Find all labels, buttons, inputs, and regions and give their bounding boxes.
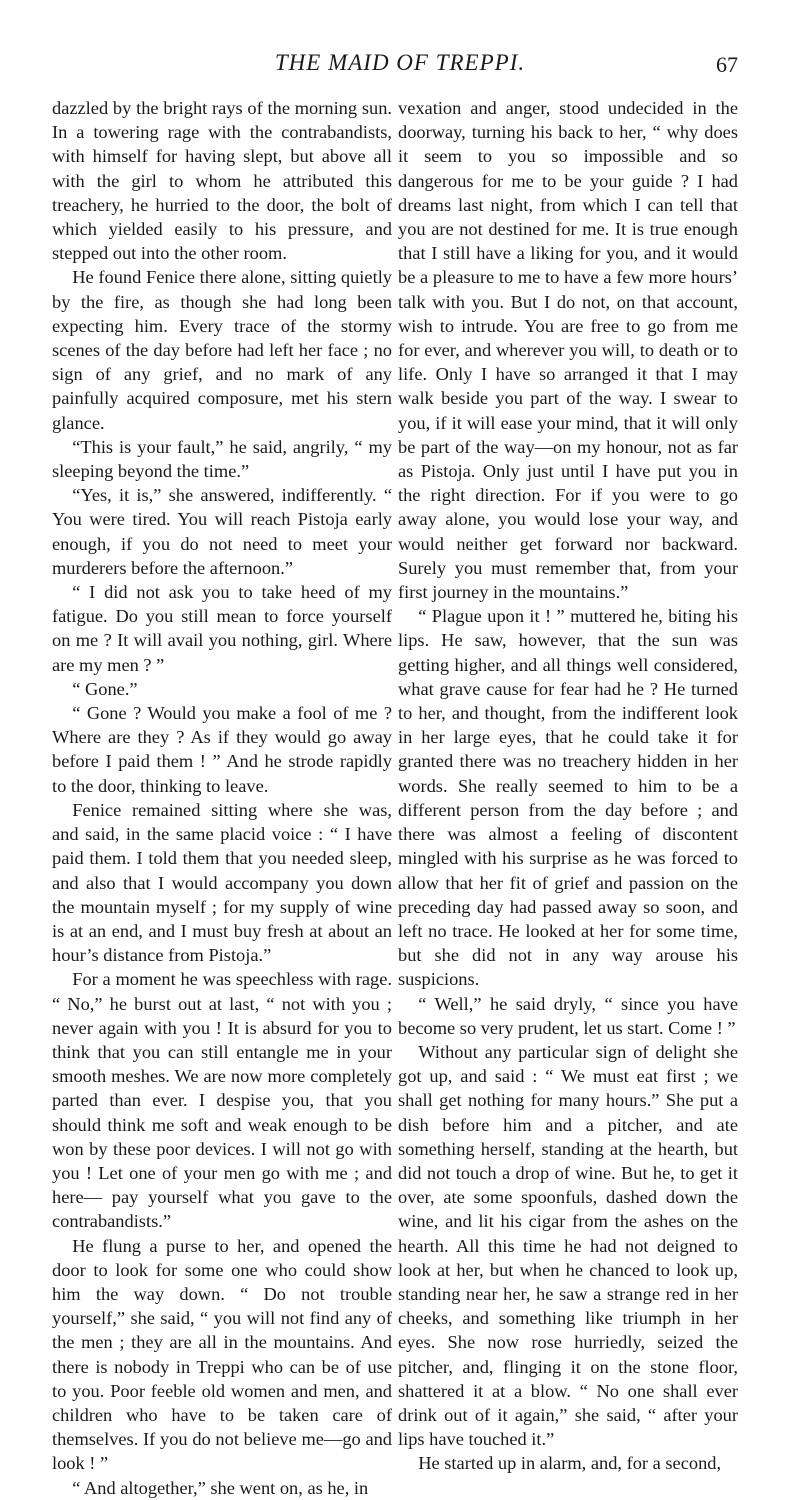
paragraph: “ Gone.”: [72, 678, 138, 699]
paragraph: He found Fenice there alone, sitting quietly by the fire, as though she had long been expecting him. Every trace of the stormy scenes of the day before had left her face ; no sign of any grief, and no mark of any painfully acquired composure, met his stern glance.: [52, 267, 392, 433]
left-column: [52, 96, 392, 1500]
page-header: [0, 50, 800, 90]
paragraph: Without any particular sign of delight she got up, and said : “ We must eat first ; we shall get nothing for many hours.” She put a dish before him and a pitcher, and ate something herself, standing at the hearth, but did not touch a drop of wine. But he, to get it over, ate some spoonfuls, dashed down the wine, and lit his cigar from the ashes on the hearth. All this time he had not deigned to look at her, but when he chanced to look up, standing near her, he saw a strange red in her cheeks, and something like triumph in her eyes. She now rose hurriedly, seized the pitcher, and, flinging it on the stone floor, shattered it at a blow. “ No one shall ever drink out of it again,” she said, “ after your lips have touched it.”: [398, 1041, 738, 1450]
paragraph: “This is your fault,” he said, angrily, “ my sleeping beyond the time.”: [52, 436, 392, 482]
paragraph: He started up in alarm, and, for a second,: [418, 1453, 722, 1474]
page-number: 67: [716, 52, 738, 77]
running-title: THE MAID OF TREPPI.: [274, 50, 526, 75]
paragraph: “ Gone ? Would you make a fool of me ? Where are they ? As if they would go away before I paid them ! ” And he strode rapidly to the door, thinking to leave.: [52, 703, 392, 796]
paragraph: “ And altogether,” she went on, as he, in: [72, 1477, 369, 1498]
paragraph: “Yes, it is,” she answered, indifferently. “ You were tired. You will reach Pistoja early enough, if you do not need to meet your murderers before the afternoon.”: [52, 485, 392, 578]
paragraph: He flung a purse to her, and opened the door to look for some one who could show him the way down. “ Do not trouble yourself,” she said, “ you will not find any of the men ; they are all in the mountains. And there is nobody in Treppi who can be of use to you. Poor feeble old women and men, and children who have to be taken care of themselves. If you do not believe me—go and look ! ”: [52, 1235, 392, 1474]
paragraph: “ Plague upon it ! ” muttered he, biting his lips. He saw, however, that the sun was getting higher, and all things well considered, what grave cause for fear had he ? He turned to her, and thought, from the indifferent look in her large eyes, that he could take it for granted there was no treachery hidden in her words. She really seemed to him to be a different person from the day before ; and there was almost a feeling of discontent mingled with his surprise as he was forced to allow that her fit of grief and passion on the preceding day had passed away so soon, and left no trace. He looked at her for some time, but she did not in any way arouse his suspicions.: [398, 606, 738, 990]
paragraph: dazzled by the bright rays of the morning sun. In a towering rage with the contrabandists, with himself for having slept, but above all with the girl to whom he attributed this treachery, he hurried to the door, the bolt of which yielded easily to his pressure, and stepped out into the other room.: [52, 98, 392, 264]
paragraph: vexation and anger, stood undecided in the doorway, turning his back to her, “ why does it seem to you so impossible and so dangerous for me to be your guide ? I had dreams last night, from which I can tell that you are not destined for me. It is true enough that I still have a liking for you, and it would be a pleasure to me to have a few more hours’ talk with you. But I do not, on that account, wish to intrude. You are free to go from me for ever, and wherever you will, to death or to life. Only I have so arranged it that I may walk beside you part of the way. I swear to you, if it will ease your mind, that it will only be part of the way—on my honour, not as far as Pistoja. Only just until I have put you in the right direction. For if you were to go away alone, you would lose your way, and would neither get forward nor backward. Surely you must remember that, from your first journey in the mountains.”: [398, 98, 738, 603]
paragraph: For a moment he was speechless with rage. “ No,” he burst out at last, “ not with you ; never again with you ! It is absurd for you to think that you can still entangle me in your smooth meshes. We are now more completely parted than ever. I despise you, that you should think me soft and weak enough to be won by these poor devices. I will not go with you ! Let one of your men go with me ; and here— pay yourself what you gave to the contrabandists.”: [52, 969, 392, 1232]
paragraph: “ I did not ask you to take heed of my fatigue. Do you still mean to force yourself on me ? It will avail you nothing, girl. Where are my men ? ”: [52, 582, 392, 675]
paragraph: Fenice remained sitting where she was, and said, in the same placid voice : “ I have paid them. I told them that you needed sleep, and also that I would accompany you down the mountain myself ; for my supply of wine is at an end, and I must buy fresh at about an hour’s distance from Pistoja.”: [52, 799, 392, 966]
paragraph: “ Well,” he said dryly, “ since you have become so very prudent, let us start. Come ! ”: [398, 993, 738, 1038]
right-column: [398, 96, 738, 1476]
